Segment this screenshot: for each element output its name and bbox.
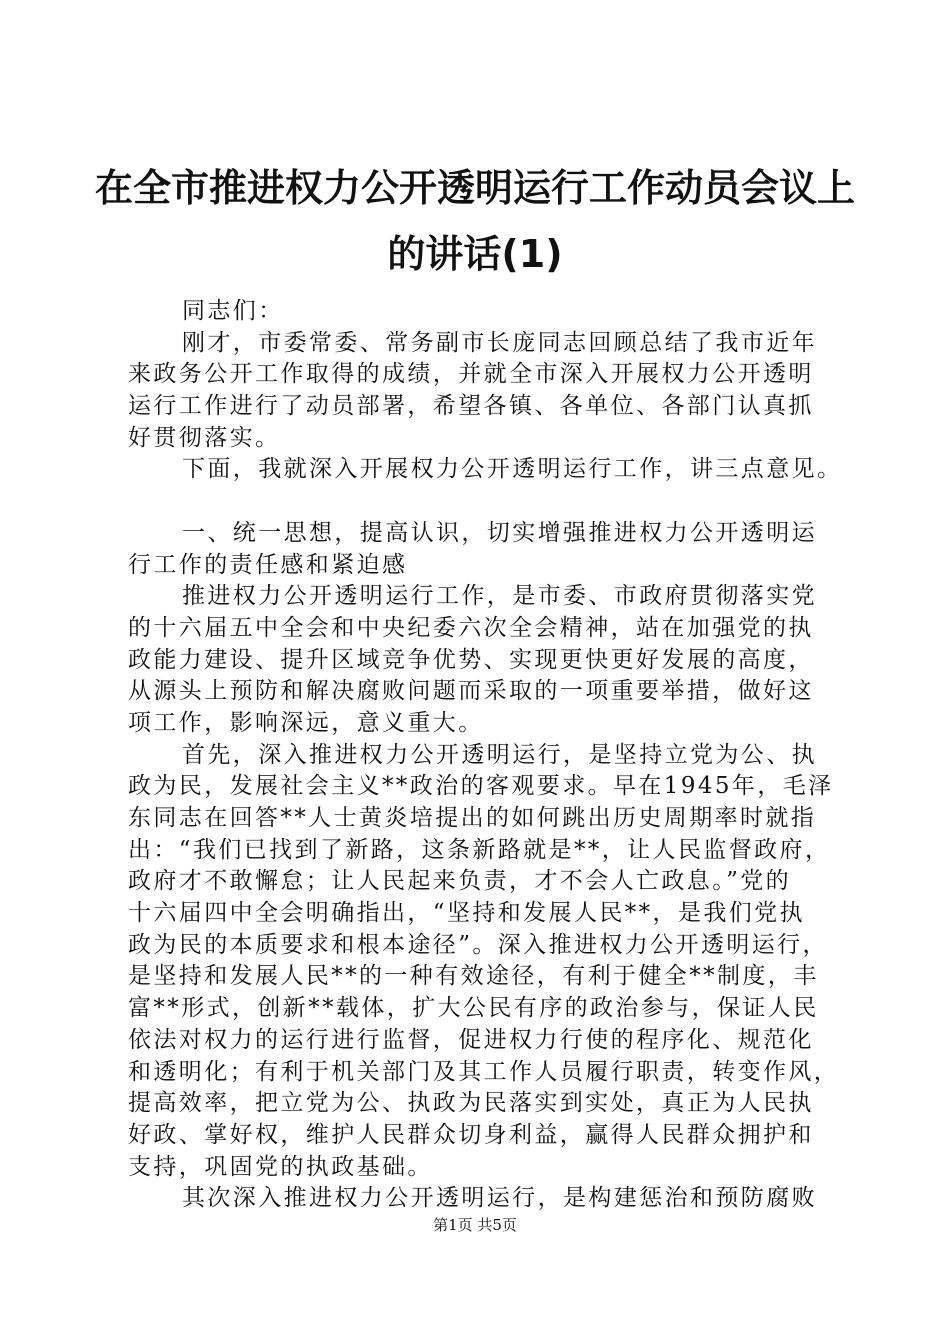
paragraph-line: 富**形式，创新**载体，扩大公民有序的政治参与，保证人民: [128, 995, 819, 1022]
document-body: [128, 296, 843, 1215]
document-title: [95, 155, 855, 287]
paragraph-line: 好贯彻落实。: [128, 424, 281, 451]
blank-line: [128, 486, 828, 518]
paragraph-line: 支持，巩固党的执政基础。: [128, 1153, 433, 1180]
paragraph-line: 政能力建设、提升区域竞争优势、实现更快更好发展的高度，: [128, 646, 814, 673]
paragraph-line: 运行工作进行了动员部署，希望各镇、各单位、各部门认真抓: [128, 393, 814, 420]
paragraph-line: 下面，我就深入开展权力公开透明运行工作，讲三点意见。: [182, 456, 843, 483]
paragraph-line: 政为民的本质要求和根本途径”。深入推进权力公开透明运行，: [128, 931, 828, 958]
title-line-2: 的讲话(1): [387, 232, 563, 276]
title-line-1: 在全市推进权力公开透明运行工作动员会议上: [95, 166, 856, 210]
paragraph-line: 刚才，市委常委、常务副市长庞同志回顾总结了我市近年: [182, 329, 817, 356]
section-heading-line: 行工作的责任感和紧迫感: [128, 551, 408, 578]
paragraph-line: 东同志在回答**人士黄炎培提出的如何跳出历史周期率时就指: [128, 805, 817, 831]
paragraph-line: 从源头上预防和解决腐败问题而采取的一项重要举措，做好这: [128, 678, 814, 705]
paragraph-line: 是坚持和发展人民**的一种有效途径，有利于健全**制度，丰: [128, 963, 819, 990]
section-heading-line: 一、统一思想，提高认识，切实增强推进权力公开透明运: [182, 519, 817, 546]
paragraph-line: 依法对权力的运行进行监督，促进权力行使的程序化、规范化: [128, 1026, 814, 1053]
paragraph-line: 政府才不敢懈怠；让人民起来负责，才不会人亡政息。”党的: [128, 868, 792, 895]
paragraph-line: 出：“我们已找到了新路，这条新路就是**，让人民监督政府，: [128, 836, 831, 863]
paragraph-line: 好政、掌好权，维护人民群众切身利益，赢得人民群众拥护和: [128, 1121, 814, 1148]
paragraph-line: 十六届四中全会明确指出，“坚持和发展人民**，是我们党执: [128, 900, 805, 927]
salutation: 同志们：: [182, 298, 284, 324]
paragraph-line: 提高效率，把立党为公、执政为民落实到实处，真正为人民执: [128, 1090, 814, 1117]
paragraph-line: 政为民，发展社会主义**政治的客观要求。早在1945年，毛泽: [128, 773, 834, 800]
paragraph-line: 项工作，影响深远，意义重大。: [128, 709, 484, 736]
page-footer: 第1页 共5页: [433, 1216, 517, 1234]
paragraph-line: 来政务公开工作取得的成绩，并就全市深入开展权力公开透明: [128, 361, 814, 388]
paragraph-line: 首先，深入推进权力公开透明运行，是坚持立党为公、执: [182, 741, 817, 768]
paragraph-line: 推进权力公开透明运行工作，是市委、市政府贯彻落实党: [182, 583, 817, 610]
paragraph-line: 的十六届五中全会和中央纪委六次全会精神，站在加强党的执: [128, 614, 814, 641]
paragraph-line: 和透明化；有利于机关部门及其工作人员履行职责，转变作风，: [128, 1058, 840, 1085]
paragraph-line: 其次深入推进权力公开透明运行，是构建惩治和预防腐败: [182, 1185, 817, 1212]
